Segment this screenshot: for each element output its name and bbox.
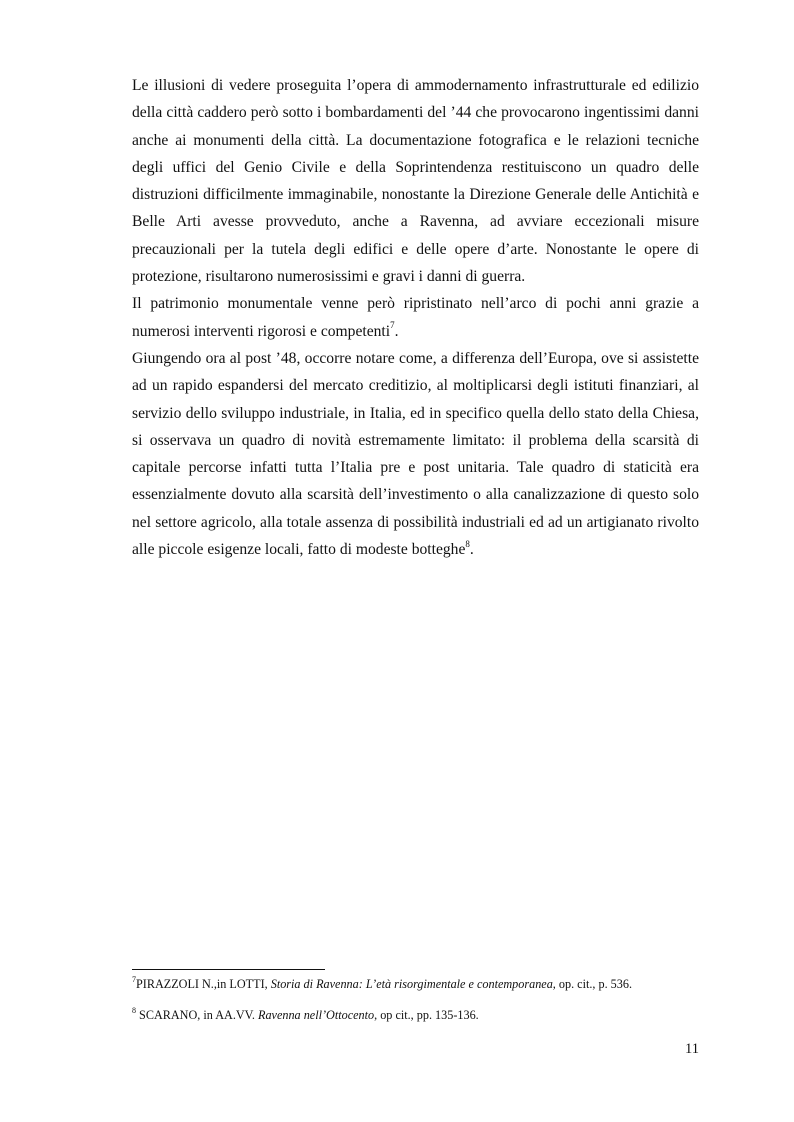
footnote-marker: 7 (132, 974, 136, 984)
footnote-citation: , op cit., pp. 135-136. (374, 1008, 479, 1022)
paragraph-text: Giungendo ora al post ’48, occorre notare come, a differenza dell’Europa, ove si assistette ad un rapido espandersi del mercato creditizio, al moltiplicarsi degli istituti finanziari, al servizio dello sviluppo industriale, in Italia, ed in specifico quella dello stato della Chiesa, si osservava un quadro di novità estremamente limitato: il problema della scarsità di capitale percorse infatti tutta l’Italia pre e post unitaria. Tale quadro di staticità era essenzialmente dovuto alla scarsità dell’investimento o alla canalizzazione di questo solo nel settore agricolo, alla totale assenza di possibilità industriali ed ad un artigianato rivolto alle piccole esigenze locali, fatto di modeste botteghe (132, 349, 699, 559)
footnote-title: Storia di Ravenna: L’età risorgimentale e contemporanea, (270, 977, 556, 991)
page-number: 11 (685, 1041, 699, 1057)
footnote-7 (132, 976, 699, 992)
paragraph-trailing-punctuation: . (469, 541, 474, 559)
footnote-title: Ravenna nell’Ottocento (258, 1008, 375, 1022)
footnotes (132, 976, 699, 1023)
footnote-citation: op. cit., p. 536. (555, 977, 633, 991)
footnote-separator-text: , (264, 977, 271, 991)
footnote-reference[interactable]: 8 (465, 538, 470, 549)
footnote-separator (132, 969, 325, 970)
footnote-8 (132, 1007, 699, 1023)
paragraph-text: Le illusioni di vedere proseguita l’opera di ammodernamento infrastrutturale ed edilizio della città caddero però sotto i bombardamenti del ’44 che provocarono ingentissimi danni anche ai monumenti della città. La documentazione fotografica e le relazioni tecniche degli uffici del Genio Civile e della Soprintendenza restituiscono un quadro delle distruzioni difficilmente immaginabile, nonostante la Direzione Generale delle Antichità e Belle Arti avesse provveduto, anche a Ravenna, ad avviare eccezionali misure precauzionali per la tutela degli edifici e delle opere d’arte. Nonostante le opere di protezione, risultarono numerosissimi e gravi i danni di guerra. (132, 77, 699, 286)
body-text (132, 72, 699, 563)
paragraph-post-48 (132, 345, 699, 563)
footnote-reference[interactable]: 7 (390, 320, 395, 331)
footnote-marker: 8 (132, 1005, 136, 1015)
footnote-author: PIRAZZOLI N.,in LOTTI (136, 977, 265, 991)
paragraph-restoration (132, 290, 699, 345)
paragraph-trailing-punctuation: . (394, 322, 399, 340)
paragraph-bombardments (132, 72, 699, 290)
paragraph-text: Il patrimonio monumentale venne però ripristinato nell’arco di pochi anni grazie a numerosi interventi rigorosi e competenti (132, 295, 699, 340)
footnote-author: SCARANO, in AA.VV. (136, 1008, 255, 1022)
